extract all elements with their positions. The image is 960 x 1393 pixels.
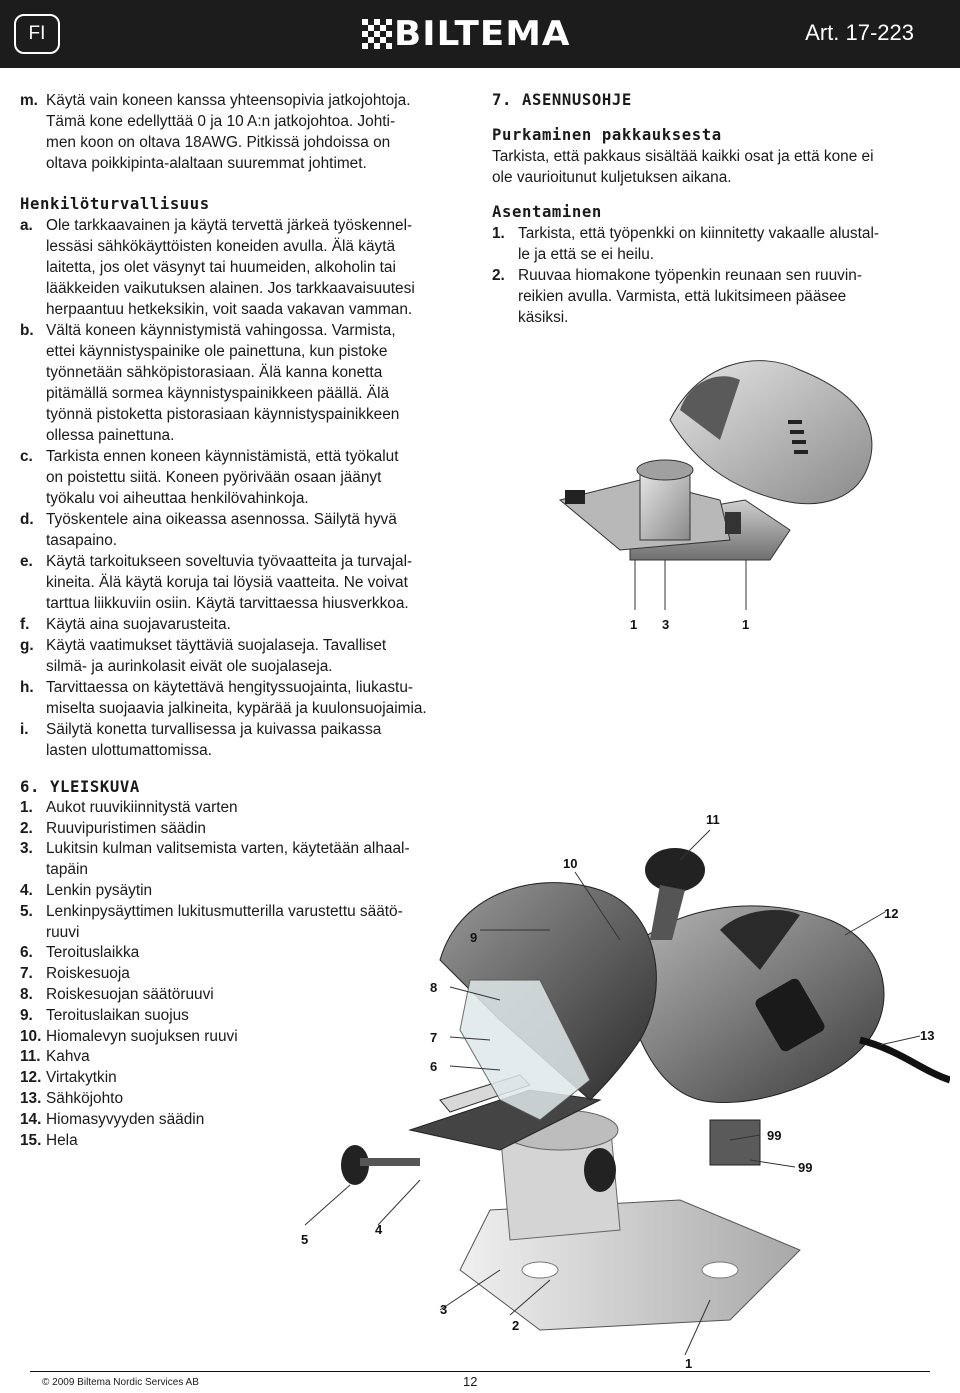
item-line: miselta suojaavia jalkineita, kypärää ja kuulonsuojaimia. [46, 700, 427, 717]
item-label: c. [20, 448, 33, 465]
overview-number: 14. [20, 1110, 42, 1128]
list-item-c [20, 446, 470, 509]
overview-text: Roiskesuojan säätöruuvi [46, 985, 214, 1003]
item-line: työnnä pistoketta pistorasiaan käynnistyspainikkeen [46, 406, 400, 423]
callout-99a: 99 [767, 1128, 782, 1143]
callout-3: 3 [440, 1302, 448, 1317]
overview-number: 4. [20, 881, 33, 899]
subheading-unpacking: Purkaminen pakkauksesta [492, 126, 722, 144]
callout-small-1: 1 [630, 617, 638, 632]
callout-7: 7 [430, 1030, 438, 1045]
item-label: a. [20, 217, 33, 234]
overview-text: Sähköjohto [46, 1089, 124, 1107]
overview-number: 5. [20, 902, 33, 920]
item-line: työnnetään sähköpistorasiaan. Älä kanna konetta [46, 364, 383, 381]
callout-10: 10 [563, 856, 578, 871]
callout-2: 2 [512, 1318, 520, 1333]
overview-text: ruuvi [46, 923, 80, 941]
overview-text: Teroituslaikan suojus [46, 1006, 189, 1024]
checker-flag-icon [362, 19, 392, 49]
item-line: Käytä vain koneen kanssa yhteensopivia jatkojohtoja. [46, 92, 411, 109]
item-line: Ole tarkkaavainen ja käytä tervettä järkeä työskennel- [46, 217, 413, 234]
step-line: käsiksi. [518, 309, 569, 326]
item-line: ollessa painettuna. [46, 427, 175, 444]
callout-4: 4 [375, 1222, 383, 1237]
item-line: pitämällä sormea käynnistyspainikkeen päällä. Älä [46, 385, 390, 402]
step-line: Tarkista, että työpenkki on kiinnitetty vakaalle alustal- [518, 225, 880, 242]
biltema-logo [362, 14, 600, 54]
callout-small-3: 3 [662, 617, 670, 632]
list-item-g [20, 635, 470, 677]
item-label: g. [20, 637, 34, 654]
item-line: tasapaino. [46, 532, 118, 549]
copyright: © 2009 Biltema Nordic Services AB [42, 1377, 199, 1388]
overview-number: 10. [20, 1027, 42, 1045]
item-label: h. [20, 679, 34, 696]
item-line: Työskentele aina oikeassa asennossa. Säilytä hyvä [46, 511, 397, 528]
item-label: b. [20, 322, 34, 339]
overview-text: Hiomalevyn suojuksen ruuvi [46, 1027, 238, 1045]
brand-name: BILTEMA [394, 14, 571, 54]
overview-number: 7. [20, 965, 33, 983]
item-line: men koon on oltava 18AWG. Pitkissä johdoissa on [46, 134, 391, 151]
callout-small-1b: 1 [742, 617, 750, 632]
item-line: Käytä vaatimukset täyttäviä suojalaseja. Tavalliset [46, 637, 387, 654]
mount-step-1 [492, 223, 942, 265]
overview-number: 1. [20, 798, 33, 816]
section-heading-installation: 7. ASENNUSOHJE [492, 91, 632, 109]
item-line: on poistettu siitä. Koneen pyörivään osaan jäänyt [46, 469, 382, 486]
article-number: Art. 17-223 [805, 20, 914, 45]
text-line: Tarkista, että pakkaus sisältää kaikki osat ja että kone ei [492, 148, 874, 165]
item-line: Vältä koneen käynnistymistä vahingossa. Varmista, [46, 322, 396, 339]
overview-text: Kahva [46, 1048, 90, 1066]
step-line: le ja että se ei heilu. [518, 246, 655, 263]
callout-12: 12 [884, 906, 899, 921]
step-line: Ruuvaa hiomakone työpenkin reunaan sen ruuvin- [518, 267, 862, 284]
unpacking-text [492, 146, 942, 188]
item-line: lasten ulottumattomissa. [46, 742, 212, 759]
page-header [0, 0, 960, 68]
overview-number: 2. [20, 819, 33, 837]
overview-number: 12. [20, 1069, 42, 1087]
callout-13: 13 [920, 1028, 935, 1043]
overview-text: tapäin [46, 861, 88, 879]
list-item-i [20, 719, 470, 761]
overview-number: 15. [20, 1131, 42, 1149]
overview-number: 11. [20, 1048, 41, 1066]
overview-text: Ruuvipuristimen säädin [46, 819, 206, 837]
overview-text: Roiskesuoja [46, 965, 130, 983]
item-label: d. [20, 511, 34, 528]
mounting-illustration [520, 350, 950, 610]
overview-text: Lukitsin kulman valitsemista varten, käytetään alhaal- [46, 840, 410, 858]
item-line: Säilytä konetta turvallisessa ja kuivassa paikassa [46, 721, 382, 738]
item-label: i. [20, 721, 29, 738]
list-item-h [20, 677, 470, 719]
overview-text: Teroituslaikka [46, 944, 140, 962]
overview-number: 6. [20, 944, 33, 962]
callout-99b: 99 [798, 1160, 813, 1175]
list-item-a [20, 215, 470, 320]
item-line: herpaantuu hetkeksikin, voit saada vakavan vamman. [46, 301, 413, 318]
item-line: Käytä tarkoitukseen soveltuvia työvaatteita ja turvajal- [46, 553, 413, 570]
footer-divider [30, 1371, 930, 1372]
item-line: lääkkeiden vaikutuksen alainen. Jos tarkkaavaisuutesi [46, 280, 415, 297]
language-badge: FI [14, 14, 60, 54]
item-line: silmä- ja aurinkolasit eivät ole suojalaseja. [46, 658, 333, 675]
section-heading-safety: Henkilöturvallisuus [20, 195, 210, 213]
mount-step-2 [492, 265, 942, 328]
list-item-f [20, 614, 470, 635]
callout-5: 5 [301, 1232, 309, 1247]
item-line: kineita. Älä käytä koruja tai löysiä vaatteita. Ne voivat [46, 574, 408, 591]
step-line: reikien avulla. Varmista, että lukitsimeen pääsee [518, 288, 847, 305]
item-label: e. [20, 553, 33, 570]
overview-number: 9. [20, 1006, 33, 1024]
list-item-b [20, 320, 470, 446]
step-label: 2. [492, 267, 505, 284]
safety-column [20, 90, 470, 761]
overview-text: Hela [46, 1131, 78, 1149]
item-line: lessäsi sähkökäyttöisten koneiden avulla. Älä käytä [46, 238, 396, 255]
item-label: f. [20, 616, 30, 633]
item-line: laitetta, jos olet väsynyt tai huumeiden, alkoholin tai [46, 259, 396, 276]
grinder-illustration [300, 800, 950, 1370]
item-line: ettei käynnistyspainike ole painettuna, kun pistoke [46, 343, 388, 360]
subheading-mounting: Asentaminen [492, 203, 602, 221]
overview-text: Virtakytkin [46, 1069, 117, 1087]
item-line: Tarkista ennen koneen käynnistämistä, että työkalut [46, 448, 399, 465]
item-line: Käytä aina suojavarusteita. [46, 616, 231, 633]
overview-number: 13. [20, 1089, 42, 1107]
overview-text: Aukot ruuvikiinnitystä varten [46, 798, 238, 816]
text-line: ole vaurioitunut kuljetuksen aikana. [492, 169, 732, 186]
callout-6: 6 [430, 1059, 438, 1074]
list-item-d [20, 509, 470, 551]
overview-number: 8. [20, 985, 33, 1003]
item-line: tarttua liikkuviin osiin. Käytä tarvittaessa hiusverkkoa. [46, 595, 409, 612]
callout-11: 11 [706, 812, 720, 827]
overview-number: 3. [20, 840, 33, 858]
section-heading-overview: 6. YLEISKUVA [20, 778, 140, 796]
item-line: työkalu voi aiheuttaa henkilövahinkoja. [46, 490, 309, 507]
installation-column [492, 90, 942, 328]
overview-text: Lenkin pysäytin [46, 881, 153, 899]
item-line: Tämä kone edellyttää 0 ja 10 A:n jatkojohtoa. Johti- [46, 113, 396, 130]
item-line: Tarvittaessa on käytettävä hengityssuojainta, liukastu- [46, 679, 414, 696]
overview-text: Lenkinpysäyttimen lukitusmutterilla varustettu säätö- [46, 902, 403, 920]
list-item-m [20, 90, 470, 174]
page-number: 12 [463, 1374, 478, 1389]
callout-9: 9 [470, 930, 478, 945]
callout-8: 8 [430, 980, 438, 995]
list-item-e [20, 551, 470, 614]
callout-1: 1 [685, 1356, 693, 1371]
item-label: m. [20, 92, 38, 109]
item-line: oltava poikkipinta-alaltaan suuremmat johtimet. [46, 155, 367, 172]
overview-text: Hiomasyvyyden säädin [46, 1110, 205, 1128]
step-label: 1. [492, 225, 505, 242]
